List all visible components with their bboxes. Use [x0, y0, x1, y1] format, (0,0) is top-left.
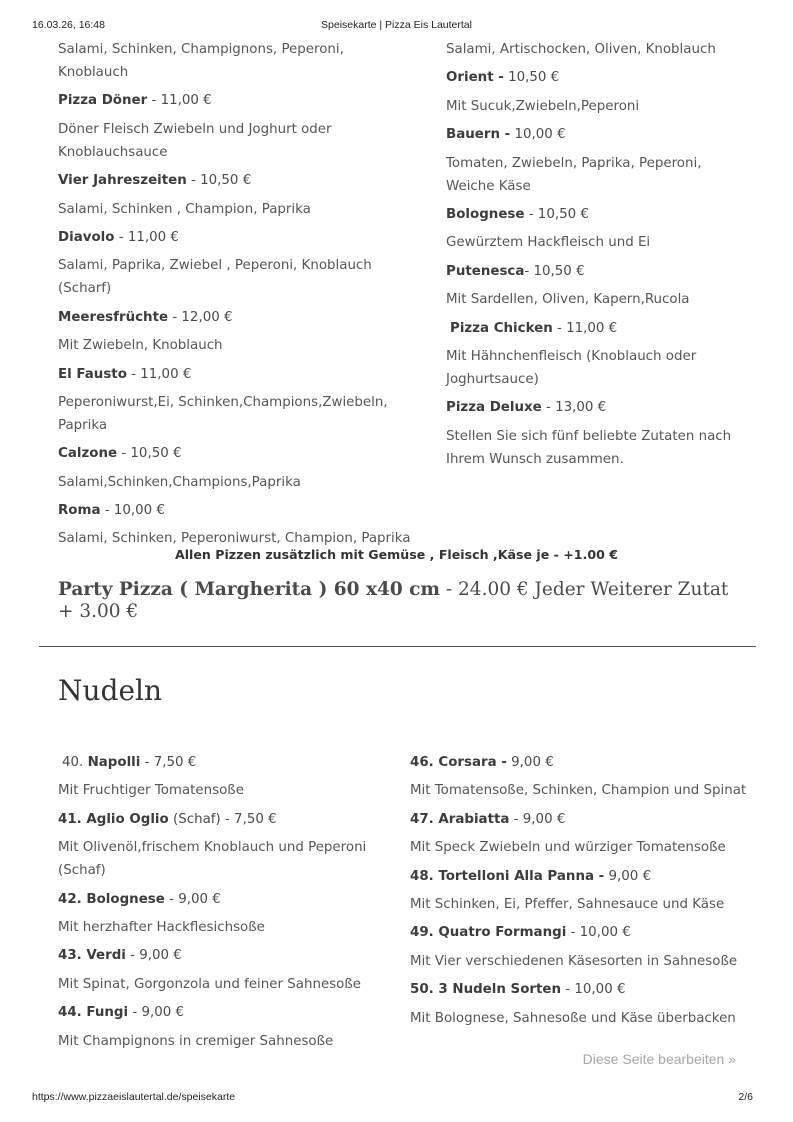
menu-item-title [410, 808, 750, 831]
edit-page-link[interactable]: Diese Seite bearbeiten » [582, 1051, 736, 1067]
menu-item-title [58, 1001, 398, 1024]
menu-item-title [58, 751, 398, 774]
menu-item-description: Mit Vier verschiedenen Käsesorten in Sahnesoße [410, 953, 738, 969]
menu-item-description: Mit Tomatensoße, Schinken, Champion und Spinat [410, 783, 747, 799]
menu-item-description: Mit Schinken, Ei, Pfeffer, Sahnesauce und Käse [410, 896, 725, 912]
menu-item-description: Mit Champignons in cremiger Sahnesoße [58, 1033, 334, 1049]
menu-item-number: 40. [62, 755, 88, 770]
menu-item-price: - 10,00 € [561, 982, 626, 998]
menu-item-price: - 12,00 € [168, 309, 233, 325]
menu-item-price: - 10,50 € [524, 206, 589, 222]
menu-item-title [410, 865, 750, 888]
menu-item-price: - 9,00 € [509, 811, 566, 827]
menu-item-name: Calzone [58, 446, 118, 462]
menu-item-description: Mit herzhafter Hackflesichsoße [58, 919, 265, 935]
menu-item-price: - 9,00 € [125, 948, 182, 964]
menu-item-title [58, 808, 398, 831]
party-pizza-price: - 24.00 € Jeder Weiterer Zutat + 3.00 € [58, 579, 729, 622]
extra-topping-note: Allen Pizzen zusätzlich mit Gemüse , Fleisch ,Käse je - +1.00 € [174, 547, 619, 562]
menu-item-name: Pizza Deluxe [446, 400, 542, 416]
menu-item-price: 10,50 € [503, 70, 560, 86]
menu-item-price: - 11,00 € [552, 320, 618, 336]
menu-item-name: Diavolo [58, 229, 115, 245]
menu-item-title [58, 89, 418, 112]
menu-item-name: Meeresfrüchte [58, 309, 169, 325]
menu-item-title [58, 944, 398, 967]
menu-item-description: Mit Fruchtiger Tomatensoße [58, 783, 244, 799]
menu-item-name: Roma [58, 503, 101, 519]
menu-item-description: Salami, Schinken , Champion, Paprika [58, 201, 311, 217]
menu-item-description: Mit Spinat, Gorgonzola und feiner Sahnesoße [58, 976, 362, 992]
menu-item-title [446, 66, 746, 89]
menu-item-title [58, 888, 398, 911]
menu-item-description: Mit Sucuk,Zwiebeln,Peperoni [446, 98, 640, 114]
menu-item-price: - 10,50 € [186, 173, 252, 189]
print-page-number: 2/6 [738, 1091, 753, 1103]
menu-item-title [58, 442, 418, 465]
menu-item-price: - 10,00 € [100, 503, 165, 519]
party-pizza-line [58, 579, 748, 623]
menu-item-name: 46. Corsara - [410, 755, 507, 770]
menu-item-title [446, 260, 746, 283]
menu-item-price: - 11,00 € [147, 93, 212, 109]
menu-item-title [58, 226, 418, 249]
print-datetime: 16.03.26, 16:48 [32, 19, 105, 31]
menu-item-name: 44. Fungi [58, 1005, 129, 1021]
menu-item-name: 41. Aglio Oglio [58, 811, 169, 827]
print-url: https://www.pizzaeislautertal.de/speisekarte [32, 1091, 236, 1103]
menu-item-description: Salami, Schinken, Peperoniwurst, Champion, Paprika [58, 531, 411, 547]
menu-item-description: Salami, Artischocken, Oliven, Knoblauch [446, 42, 716, 57]
menu-item-description: Mit Sardellen, Oliven, Kapern,Rucola [446, 292, 690, 308]
menu-item-name: Vier Jahreszeiten [58, 173, 187, 189]
menu-item-name: 42. Bolognese [58, 891, 165, 907]
menu-item-description: Salami, Paprika, Zwiebel , Peperoni, Knoblauch (Scharf) [58, 258, 372, 297]
menu-item-description: Salami,Schinken,Champions,Paprika [58, 474, 301, 490]
menu-item-price: - 11,00 € [114, 229, 179, 245]
party-pizza-name: Party Pizza ( Margherita ) 60 x40 cm [58, 579, 441, 600]
menu-item-title [410, 921, 750, 944]
menu-item-title [446, 317, 746, 340]
menu-item-title [58, 306, 418, 329]
menu-item-price: - 7,50 € [140, 755, 197, 770]
menu-item-title [446, 203, 746, 226]
menu-item-price: 10,00 € [510, 127, 566, 143]
menu-item-name: Bauern - [446, 127, 511, 143]
menu-item-price: 9,00 € [604, 868, 652, 884]
menu-item-price: (Schaf) - 7,50 € [168, 811, 277, 827]
menu-item-description: Mit Speck Zwiebeln und würziger Tomatensoße [410, 840, 726, 856]
print-footer [0, 1091, 793, 1105]
menu-item-description: Mit Bolognese, Sahnesoße und Käse überbacken [410, 1010, 736, 1026]
menu-item-price: - 10,00 € [566, 925, 631, 941]
print-page-title: Speisekarte | Pizza Eis Lautertal [321, 19, 472, 31]
menu-item-name: Putenesca [446, 263, 525, 279]
menu-item-description: Mit Zwiebeln, Knoblauch [58, 338, 223, 354]
menu-item-description: Gewürztem Hackfleisch und Ei [446, 235, 651, 251]
menu-item-description: Mit Hähnchenfleisch (Knoblauch oder Joghurtsauce) [446, 348, 697, 387]
menu-item-description: Döner Fleisch Zwiebeln und Joghurt oder Knoblauchsauce [58, 121, 332, 160]
menu-item-description: Stellen Sie sich fünf beliebte Zutaten nach Ihrem Wunsch zusammen. [446, 428, 732, 467]
menu-item-price: - 10,50 € [117, 446, 182, 462]
menu-item-name: El Fausto [58, 366, 127, 382]
menu-item-name: 43. Verdi [58, 948, 126, 964]
pizza-column-left [58, 38, 418, 556]
menu-item-title [58, 499, 418, 522]
menu-item-price: - 10,50 € [524, 263, 585, 279]
pizza-column-right [446, 38, 746, 476]
nudeln-column-left [58, 751, 398, 1058]
menu-item-name: Pizza Chicken [450, 320, 553, 336]
menu-item-title [58, 363, 418, 386]
menu-item-title [410, 751, 750, 774]
menu-item-description: Peperoniwurst,Ei, Schinken,Champions,Zwiebeln, Paprika [58, 394, 388, 433]
menu-item-description: Tomaten, Zwiebeln, Paprika, Peperoni, Weiche Käse [446, 155, 702, 194]
nudeln-column-right [410, 751, 750, 1035]
menu-item-price: 9,00 € [506, 755, 554, 770]
menu-item-price: - 9,00 € [164, 891, 221, 907]
menu-item-description: Mit Olivenöl,frischem Knoblauch und Peperoni (Schaf) [58, 840, 367, 879]
menu-item-title [446, 396, 746, 419]
menu-item-name: Pizza Döner [58, 93, 148, 109]
section-title-nudeln: Nudeln [58, 674, 163, 707]
menu-item-price: - 13,00 € [541, 400, 607, 416]
menu-item-name: 49. Quatro Formangi [410, 925, 567, 941]
menu-item-name: 48. Tortelloni Alla Panna - [410, 868, 605, 884]
menu-item-title [410, 978, 750, 1001]
menu-item-name: Bolognese [446, 206, 525, 222]
menu-item-name: Napolli [87, 755, 141, 770]
menu-item-name: 47. Arabiatta [410, 811, 510, 827]
menu-item-title [58, 169, 418, 192]
section-divider [39, 646, 756, 647]
menu-item-price: - 11,00 € [126, 366, 192, 382]
menu-item-title [446, 123, 746, 146]
menu-item-price: - 9,00 € [128, 1005, 185, 1021]
menu-item-name: 50. 3 Nudeln Sorten [410, 982, 562, 998]
menu-item-description: Salami, Schinken, Champignons, Peperoni, Knoblauch [58, 42, 344, 80]
menu-item-name: Orient - [446, 70, 504, 86]
